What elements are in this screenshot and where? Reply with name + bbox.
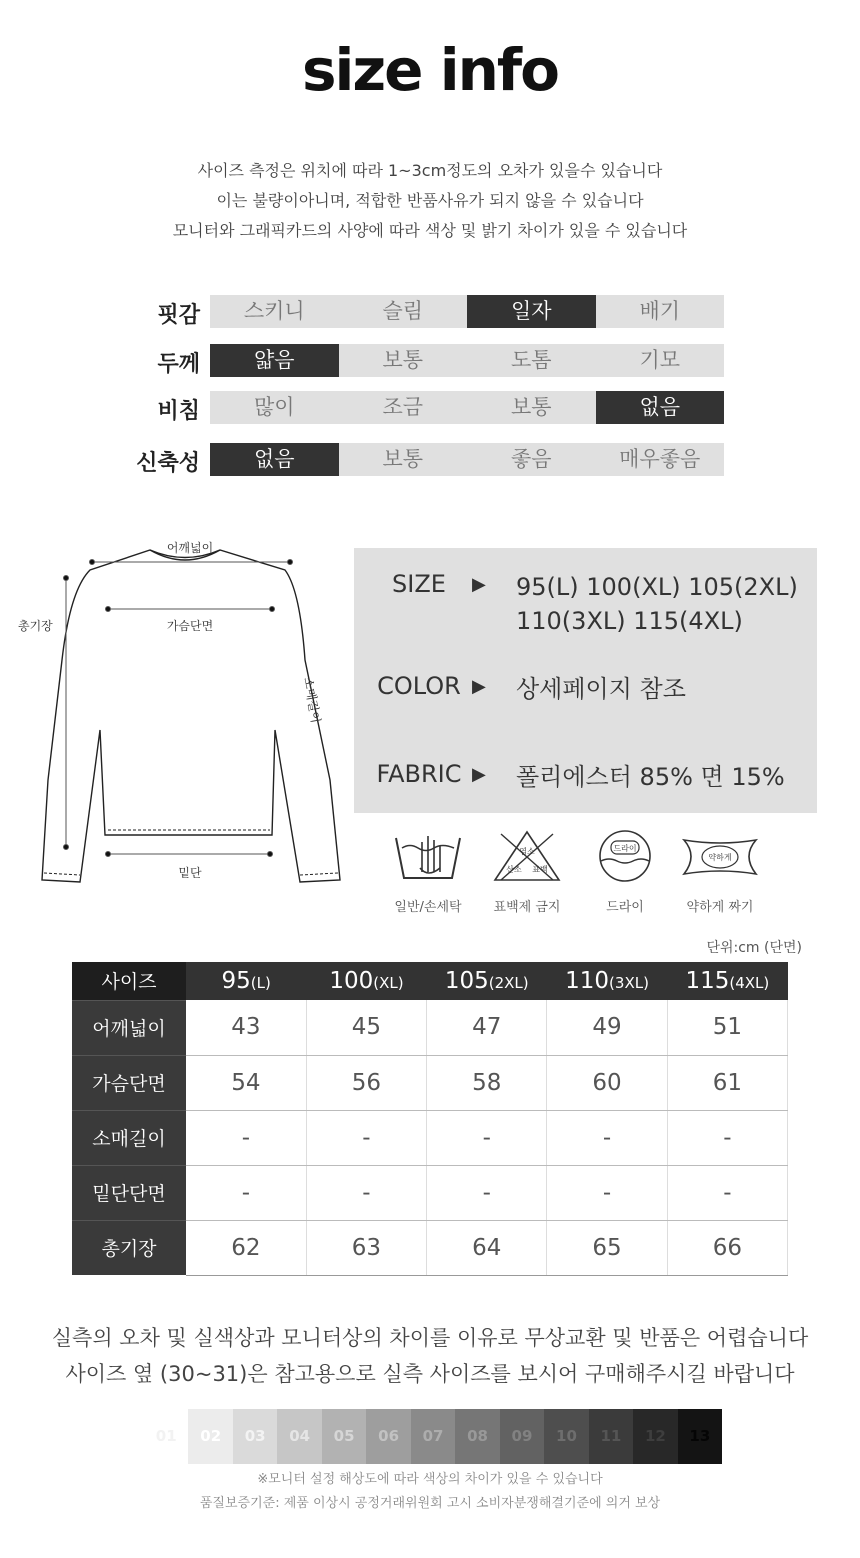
size-table bbox=[72, 962, 788, 1276]
gray-swatch: 03 bbox=[233, 1409, 277, 1464]
shoulder-label: 어깨넓이 bbox=[166, 541, 214, 555]
attribute-option: 기모 bbox=[639, 348, 681, 372]
care-wring bbox=[675, 828, 765, 915]
spec-box bbox=[354, 548, 817, 813]
attribute-row bbox=[130, 295, 730, 329]
bleach-top-text: 염소 bbox=[519, 847, 535, 856]
table-cell: - bbox=[186, 1165, 306, 1220]
size-col-header: 110(3XL) bbox=[547, 962, 667, 1000]
table-cell: 58 bbox=[427, 1055, 547, 1110]
table-row bbox=[72, 1055, 788, 1110]
attribute-label: 핏감 bbox=[157, 303, 200, 328]
attribute-options bbox=[210, 344, 724, 377]
spec-size-value bbox=[516, 570, 816, 638]
row-label: 소매길이 bbox=[72, 1110, 186, 1165]
attribute-option: 보통 bbox=[510, 395, 552, 419]
note-line: 사이즈 측정은 위치에 따라 1~3cm정도의 오차가 있을수 있습니다 bbox=[197, 161, 663, 180]
spec-color-value: 상세페이지 참조 bbox=[516, 675, 686, 703]
attribute-options bbox=[210, 295, 724, 328]
table-cell: 56 bbox=[306, 1055, 426, 1110]
table-cell: - bbox=[547, 1110, 667, 1165]
spec-size-key: SIZE bbox=[392, 570, 446, 598]
care-caption: 일반/손세탁 bbox=[394, 900, 462, 915]
table-cell: 45 bbox=[306, 1000, 426, 1055]
table-cell: 62 bbox=[186, 1220, 306, 1275]
table-cell: 54 bbox=[186, 1055, 306, 1110]
table-corner: 사이즈 bbox=[72, 962, 186, 1000]
care-caption: 표백제 금지 bbox=[493, 900, 561, 915]
dry-inner-text: 드라이 bbox=[613, 844, 637, 853]
grayscale-swatch-bar bbox=[144, 1409, 722, 1464]
row-label: 밑단단면 bbox=[72, 1165, 186, 1220]
page-title: size info bbox=[302, 36, 558, 104]
attribute-row bbox=[130, 391, 730, 425]
table-row bbox=[72, 1000, 788, 1055]
table-row bbox=[72, 1110, 788, 1165]
table-cell: - bbox=[427, 1165, 547, 1220]
sleeve-label: 소매길이 bbox=[301, 676, 323, 725]
gentle-wring-icon bbox=[678, 828, 762, 884]
table-cell: - bbox=[667, 1165, 787, 1220]
gray-swatch: 10 bbox=[544, 1409, 588, 1464]
care-caption: 약하게 짜기 bbox=[686, 900, 754, 915]
footer-line: 실측의 오차 및 실색상과 모니터상의 차이를 이유로 무상교환 및 반품은 어렵습니다 bbox=[51, 1326, 809, 1350]
no-bleach-icon bbox=[487, 828, 567, 884]
arrow-icon: ▶ bbox=[472, 676, 486, 697]
size-line: 95(L) 100(XL) 105(2XL) bbox=[516, 573, 798, 601]
attribute-option: 없음 bbox=[210, 443, 339, 476]
size-notes bbox=[0, 156, 860, 246]
attribute-option: 배기 bbox=[639, 299, 681, 323]
attribute-label: 비침 bbox=[157, 399, 200, 424]
size-col-header: 115(4XL) bbox=[667, 962, 787, 1000]
table-cell: - bbox=[547, 1165, 667, 1220]
gray-swatch: 04 bbox=[277, 1409, 321, 1464]
attribute-option: 없음 bbox=[596, 391, 725, 424]
attribute-option: 보통 bbox=[382, 348, 424, 372]
bleach-left-text: 산소 bbox=[506, 865, 522, 874]
care-wash bbox=[383, 828, 473, 915]
table-cell: 43 bbox=[186, 1000, 306, 1055]
note-line: 이는 불량이아니며, 적합한 반품사유가 되지 않을 수 있습니다 bbox=[216, 191, 644, 210]
spec-fabric-key: FABRIC bbox=[376, 760, 462, 788]
attribute-row bbox=[130, 344, 730, 378]
table-cell: - bbox=[186, 1110, 306, 1165]
table-cell: 64 bbox=[427, 1220, 547, 1275]
table-cell: 51 bbox=[667, 1000, 787, 1055]
table-header-row bbox=[72, 962, 788, 1000]
gray-swatch: 06 bbox=[366, 1409, 410, 1464]
attribute-row bbox=[130, 443, 730, 477]
size-col-header: 100(XL) bbox=[306, 962, 426, 1000]
hand-wash-icon bbox=[388, 828, 468, 884]
warranty-note: 품질보증기준: 제품 이상시 공정거래위원회 고시 소비자분쟁해결기준에 의거 보상 bbox=[199, 1496, 661, 1511]
attribute-label: 신축성 bbox=[136, 451, 200, 476]
table-cell: - bbox=[667, 1110, 787, 1165]
gray-swatch: 12 bbox=[633, 1409, 677, 1464]
table-cell: 60 bbox=[547, 1055, 667, 1110]
attribute-option: 많이 bbox=[253, 395, 295, 419]
gray-swatch: 08 bbox=[455, 1409, 499, 1464]
bleach-right-text: 표백 bbox=[532, 865, 548, 874]
row-label: 어깨넓이 bbox=[72, 1000, 186, 1055]
attribute-option: 얇음 bbox=[210, 344, 339, 377]
size-col-header: 95(L) bbox=[186, 962, 306, 1000]
row-label: 총기장 bbox=[72, 1220, 186, 1275]
attribute-option: 좋음 bbox=[510, 447, 552, 471]
table-cell: - bbox=[306, 1165, 426, 1220]
garment-diagram bbox=[0, 530, 350, 920]
gray-swatch: 01 bbox=[144, 1409, 188, 1464]
attribute-option: 슬림 bbox=[382, 299, 424, 323]
arrow-icon: ▶ bbox=[472, 574, 486, 595]
care-dry bbox=[580, 828, 670, 915]
spec-color-key: COLOR bbox=[377, 672, 461, 700]
table-cell: 63 bbox=[306, 1220, 426, 1275]
gray-swatch: 02 bbox=[188, 1409, 232, 1464]
care-bleach bbox=[482, 828, 572, 915]
table-cell: 65 bbox=[547, 1220, 667, 1275]
total-length-label: 총기장 bbox=[18, 619, 53, 633]
row-label: 가슴단면 bbox=[72, 1055, 186, 1110]
chest-label: 가슴단면 bbox=[166, 619, 214, 633]
table-row bbox=[72, 1165, 788, 1220]
unit-label: 단위:cm (단면) bbox=[706, 940, 802, 956]
table-cell: 61 bbox=[667, 1055, 787, 1110]
table-row bbox=[72, 1220, 788, 1275]
size-line: 110(3XL) 115(4XL) bbox=[516, 607, 743, 635]
attribute-option: 조금 bbox=[382, 395, 424, 419]
gray-swatch: 09 bbox=[500, 1409, 544, 1464]
hem-label: 밑단 bbox=[178, 866, 202, 880]
attribute-label: 두께 bbox=[157, 352, 200, 377]
attribute-options bbox=[210, 391, 724, 424]
gray-swatch: 07 bbox=[411, 1409, 455, 1464]
gray-swatch: 05 bbox=[322, 1409, 366, 1464]
table-cell: 47 bbox=[427, 1000, 547, 1055]
arrow-icon: ▶ bbox=[472, 764, 486, 785]
table-cell: 66 bbox=[667, 1220, 787, 1275]
wring-inner-text: 약하게 bbox=[708, 853, 732, 862]
spec-fabric-value: 폴리에스터 85% 면 15% bbox=[516, 763, 785, 791]
note-line: 모니터와 그래픽카드의 사양에 따라 색상 및 밝기 차이가 있을 수 있습니다 bbox=[172, 221, 688, 240]
footer-line: 사이즈 옆 (30~31)은 참고용으로 실측 사이즈를 보시어 구매해주시길 바랍니다 bbox=[65, 1362, 795, 1386]
monitor-note: ※모니터 설정 해상도에 따라 색상의 차이가 있을 수 있습니다 bbox=[257, 1472, 603, 1487]
attribute-option: 스키니 bbox=[243, 299, 305, 323]
table-cell: - bbox=[306, 1110, 426, 1165]
gray-swatch: 13 bbox=[678, 1409, 722, 1464]
footer-notes bbox=[0, 1320, 860, 1392]
attribute-options bbox=[210, 443, 724, 476]
gray-swatch: 11 bbox=[589, 1409, 633, 1464]
dry-clean-icon bbox=[585, 828, 665, 884]
attribute-option: 보통 bbox=[382, 447, 424, 471]
table-cell: - bbox=[427, 1110, 547, 1165]
table-cell: 49 bbox=[547, 1000, 667, 1055]
attribute-option: 매우좋음 bbox=[619, 447, 701, 471]
attribute-option: 일자 bbox=[467, 295, 596, 328]
attribute-option: 도톰 bbox=[510, 348, 552, 372]
size-col-header: 105(2XL) bbox=[427, 962, 547, 1000]
care-caption: 드라이 bbox=[606, 900, 644, 915]
